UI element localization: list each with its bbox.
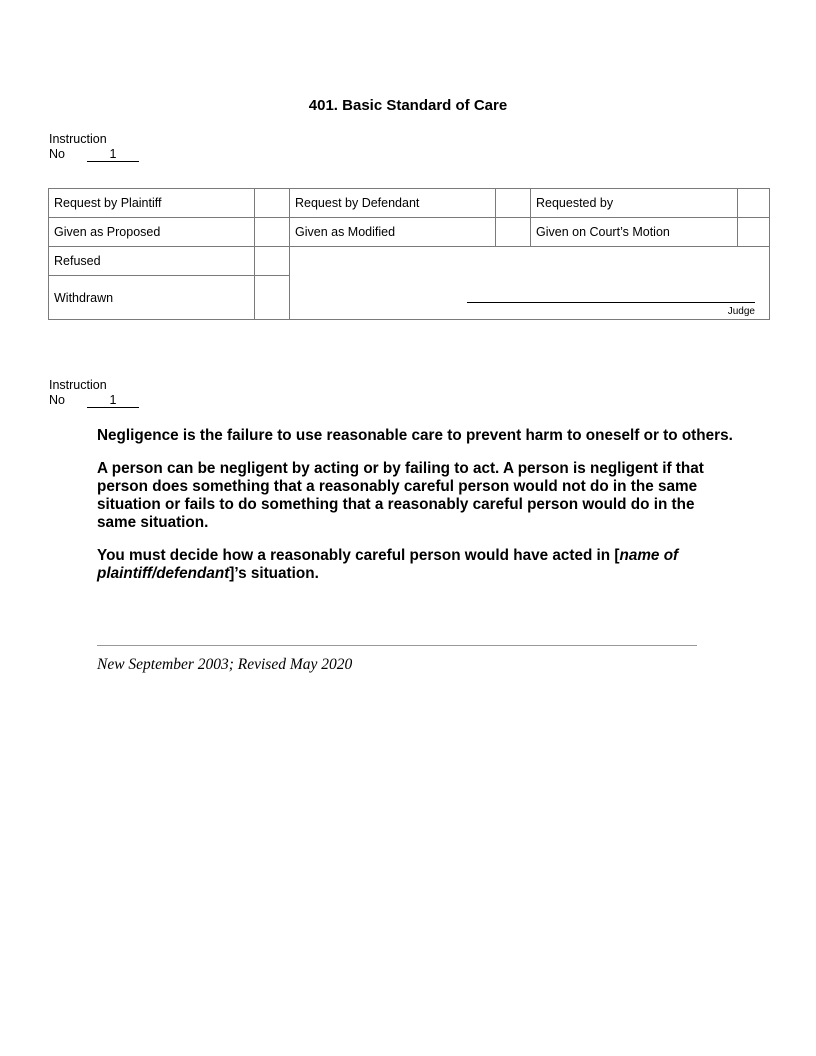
paragraph-decide-end: ]’s situation. xyxy=(229,565,319,582)
given-as-modified-checkbox[interactable] xyxy=(496,218,531,247)
instruction-label: Instruction xyxy=(49,132,107,146)
judge-signature-area xyxy=(290,247,770,320)
instruction-number: 1 xyxy=(87,393,139,408)
given-as-modified-label: Given as Modified xyxy=(290,218,496,247)
revision-history: New September 2003; Revised May 2020 xyxy=(97,656,353,673)
instruction-status-table xyxy=(48,188,770,320)
paragraph-acting-or-failing: A person can be negligent by acting or by failing to act. A person is negligent if that person does something that a reasonably careful person would not do in the same situation or fails to do something that a reasonably careful person would do in the same situation. xyxy=(97,460,704,531)
divider xyxy=(97,645,697,646)
no-label: No xyxy=(49,147,65,161)
judge-label: Judge xyxy=(727,306,755,317)
refused-label: Refused xyxy=(49,247,255,276)
given-on-courts-motion-label: Given on Court’s Motion xyxy=(531,218,738,247)
instruction-text xyxy=(97,427,737,598)
paragraph-decide-text: You must decide how a reasonably careful person would have acted in [ xyxy=(97,547,620,564)
judge-signature-line[interactable] xyxy=(467,302,755,303)
given-as-proposed-label: Given as Proposed xyxy=(49,218,255,247)
request-by-defendant-label: Request by Defendant xyxy=(290,189,496,218)
requested-by-checkbox[interactable] xyxy=(738,189,770,218)
withdrawn-label: Withdrawn xyxy=(49,276,255,320)
request-by-plaintiff-label: Request by Plaintiff xyxy=(49,189,255,218)
party-placeholder: name of plaintiff/defendant xyxy=(97,547,679,582)
instruction-label: Instruction xyxy=(49,378,107,392)
page-title: 401. Basic Standard of Care xyxy=(308,97,508,114)
no-label: No xyxy=(49,393,65,407)
paragraph-negligence-definition: Negligence is the failure to use reasonable care to prevent harm to oneself or to others. xyxy=(97,427,733,444)
request-by-plaintiff-checkbox[interactable] xyxy=(255,189,290,218)
request-by-defendant-checkbox[interactable] xyxy=(496,189,531,218)
requested-by-label: Requested by xyxy=(531,189,738,218)
given-as-proposed-checkbox[interactable] xyxy=(255,218,290,247)
given-on-courts-motion-checkbox[interactable] xyxy=(738,218,770,247)
instruction-number-block-bottom xyxy=(49,378,139,408)
refused-checkbox[interactable] xyxy=(255,247,290,276)
withdrawn-checkbox[interactable] xyxy=(255,276,290,320)
instruction-number-block-top xyxy=(49,132,139,162)
paragraph-decide xyxy=(97,547,737,583)
instruction-number: 1 xyxy=(87,147,139,162)
